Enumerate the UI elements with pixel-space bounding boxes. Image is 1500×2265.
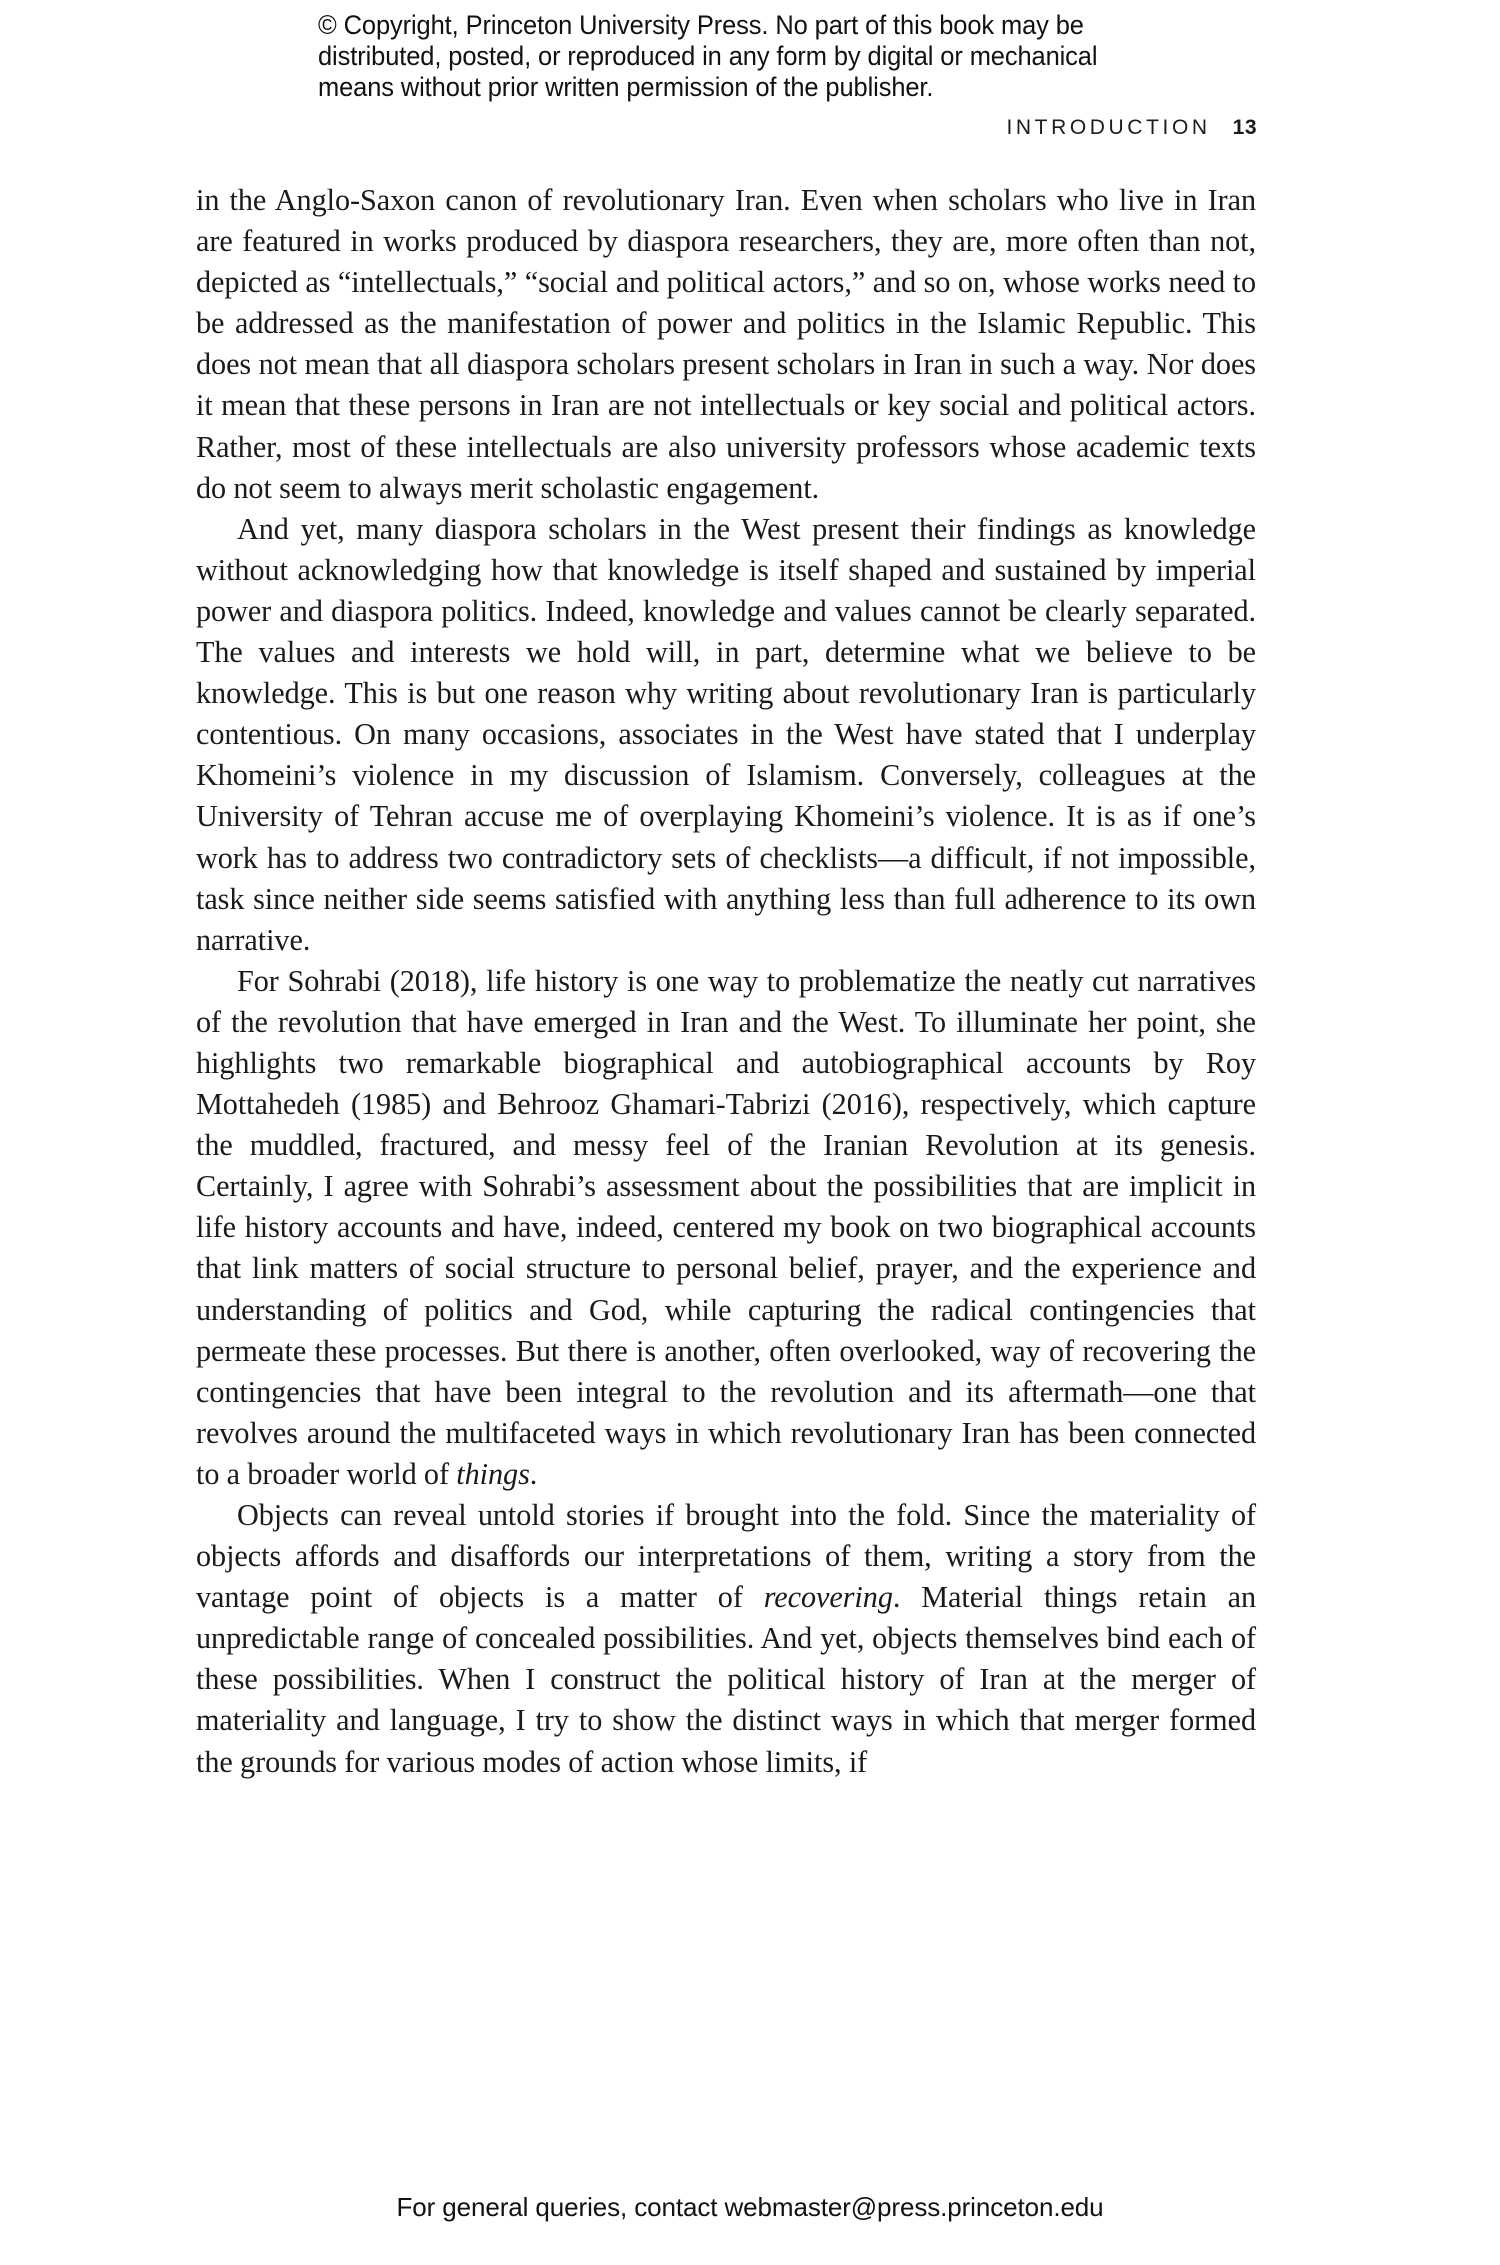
running-head xyxy=(1006,116,1257,140)
copyright-notice-line: © Copyright, Princeton University Press. No part of this book may be xyxy=(318,10,1084,40)
copyright-notice xyxy=(318,10,1124,103)
body-paragraph: Objects can reveal untold stories if brought into the fold. Since the materiality of objects affords and disaffords our interpretations of them, writing a story from the vantage point of objects is a matter of recovering. Material things retain an unpredictable range of concealed possibilities. And yet, objects themselves bind each of these possibilities. When I construct the political history of Iran at the merger of materiality and language, I try to show the distinct ways in which that merger formed the grounds for various modes of action whose limits, if xyxy=(196,1498,1256,1779)
page-number: 13 xyxy=(1232,116,1257,139)
body-paragraph: For Sohrabi (2018), life history is one way to problematize the neatly cut narratives of the revolution that have emerged in Iran and the West. To illuminate her point, she highlights two remarkable biographical and autobiographical accounts by Roy Mottahedeh (1985) and Behrooz Ghamari-Tabrizi (2016), respectively, which capture the muddled, fractured, and messy feel of the Iranian Revolution at its genesis. Certainly, I agree with Sohrabi’s assessment about the possibilities that are implicit in life history accounts and have, indeed, centered my book on two biographical accounts that link matters of social structure to personal belief, prayer, and the experience and understanding of politics and God, while capturing the radical contingencies that permeate these processes. But there is another, often overlooked, way of recovering the contingencies that have been integral to the revolution and its aftermath—one that revolves around the multifaceted ways in which revolutionary Iran has been connected to a broader world of things. xyxy=(196,963,1256,1491)
body-text-block xyxy=(196,180,1256,1783)
copyright-notice-line: means without prior written permission of the publisher. xyxy=(318,72,934,102)
body-paragraph: in the Anglo-Saxon canon of revolutionary Iran. Even when scholars who live in Iran are featured in works produced by diaspora researchers, they are, more often than not, depicted as “intellectuals,” “social and political actors,” and so on, whose works need to be addressed as the manifestation of power and politics in the Islamic Republic. This does not mean that all diaspora scholars present scholars in Iran in such a way. Nor does it mean that these persons in Iran are not intellectuals or key social and political actors. Rather, most of these intellectuals are also university professors whose academic texts do not seem to always merit scholastic engagement. xyxy=(196,183,1256,505)
running-head-title: INTRODUCTION xyxy=(1006,116,1211,139)
body-paragraph: And yet, many diaspora scholars in the West present their findings as knowledge without acknowledging how that knowledge is itself shaped and sustained by imperial power and diaspora politics. Indeed, knowledge and values cannot be clearly separated. The values and interests we hold will, in part, determine what we believe to be knowledge. This is but one reason why writing about revolutionary Iran is particularly contentious. On many occasions, associates in the West have stated that I underplay Khomeini’s violence in my discussion of Islamism. Conversely, colleagues at the University of Tehran accuse me of overplaying Khomeini’s violence. It is as if one’s work has to address two contradictory sets of checklists—a difficult, if not impossible, task since neither side seems satisfied with anything less than full adherence to its own narrative. xyxy=(196,511,1256,957)
copyright-notice-line: distributed, posted, or reproduced in any form by digital or mechanical xyxy=(318,41,1098,71)
footer-query-line: For general queries, contact webmaster@press.princeton.edu xyxy=(396,2192,1104,2222)
